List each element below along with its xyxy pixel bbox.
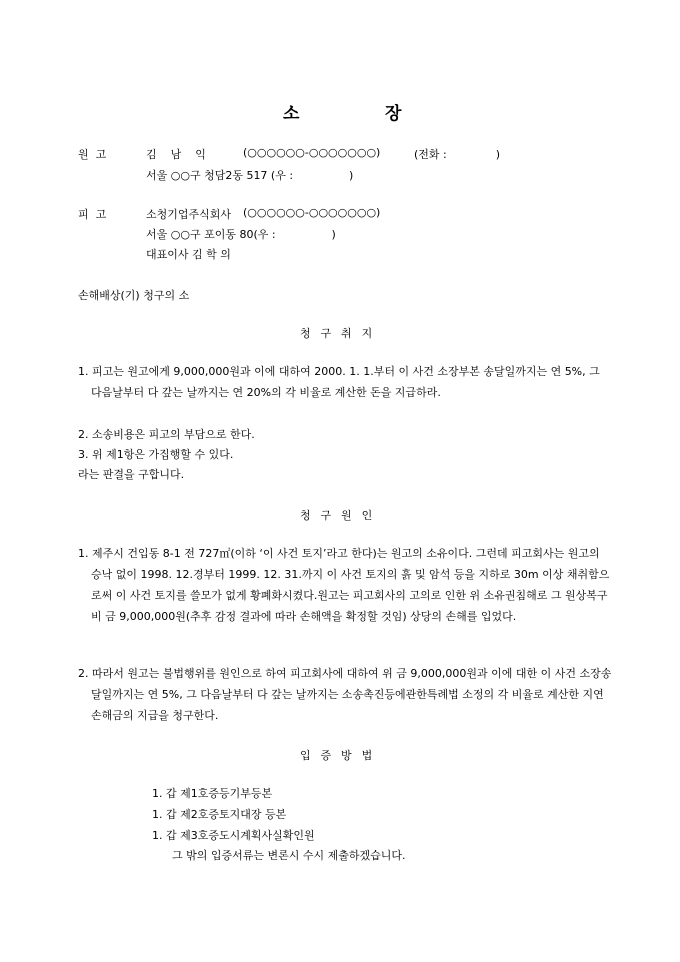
defendant-address: 서울 ○○구 포이동 80(우 : ) [146,228,336,241]
plaintiff-address: 서울 ○○구 청담2동 517 (우 : ) [146,169,354,182]
evidence-note: 그 밖의 입증서류는 변론시 수시 제출하겠습니다. [172,849,406,862]
cause-item-2: 2. 따라서 원고는 불법행위를 원인으로 하여 피고회사에 대하여 위 금 9,000,000원과 이에 대한 이 사건 소장송달일까지는 연 5%, 그 다음날부터 다 갚는 날까지는 소송촉진등에관한특례법 소정의 각 비율로 계산한 지연손해금의 지급을 청구한다. [78,667,612,722]
plaintiff-id: (○○○○○○-○○○○○○○) [243,146,381,159]
claim-item-3: 3. 위 제1항은 가집행할 수 있다. [78,448,234,461]
evidence-item-3: 1. 갑 제3호증도시계획사실확인원 [152,829,315,842]
defendant-role: 피 고 [78,208,107,221]
cause-item-1: 1. 제주시 건입동 8-1 전 727㎡(이하 ‘이 사건 토지’라고 한다)는 원고의 소유이다. 그런데 피고회사는 원고의 승낙 없이 1998. 12.경부터 1999. 12. 31.까지 이 사건 토지의 흙 및 암석 등을 지하로 30m 이상 채취함으로써 이 사건 토지를 쓸모가 없게 황폐화시켰다.원고는 피고회사의 고의로 인한 위 소유권침해로 그 원상복구비 금 9,000,000원(추후 감정 결과에 따라 손해액을 확정할 것임) 상당의 손해를 입었다. [78,547,610,623]
claim-item-2: 2. 소송비용은 피고의 부담으로 한다. [78,428,255,441]
plaintiff-name: 김 남 익 [146,148,206,161]
claim-conclusion: 라는 판결을 구합니다. [78,468,185,481]
evidence-heading: 입증방법 [300,749,383,762]
claim-heading: 청구취지 [300,327,383,340]
defendant-id: (○○○○○○-○○○○○○○) [243,206,381,219]
cause-heading: 청구원인 [300,509,383,522]
evidence-item-2: 1. 갑 제2호증토지대장 등본 [152,808,287,821]
document-title-right: 장 [385,104,402,124]
evidence-item-1: 1. 갑 제1호증등기부등본 [152,787,273,800]
plaintiff-phone: (전화 : ) [414,148,500,161]
claim-item-1: 1. 피고는 원고에게 9,000,000원과 이에 대하여 2000. 1. 1.부터 이 사건 소장부본 송달일까지는 연 5%, 그 다음날부터 다 갚는 날까지는 연 20%의 각 비율로 계산한 돈을 지급하라. [78,365,600,399]
plaintiff-role: 원 고 [78,148,107,161]
defendant-representative: 대표이사 김 학 의 [146,248,231,261]
case-title: 손해배상(기) 청구의 소 [78,289,190,302]
defendant-name: 소청기업주식회사 [146,208,232,221]
document-title-left: 소 [283,104,300,124]
